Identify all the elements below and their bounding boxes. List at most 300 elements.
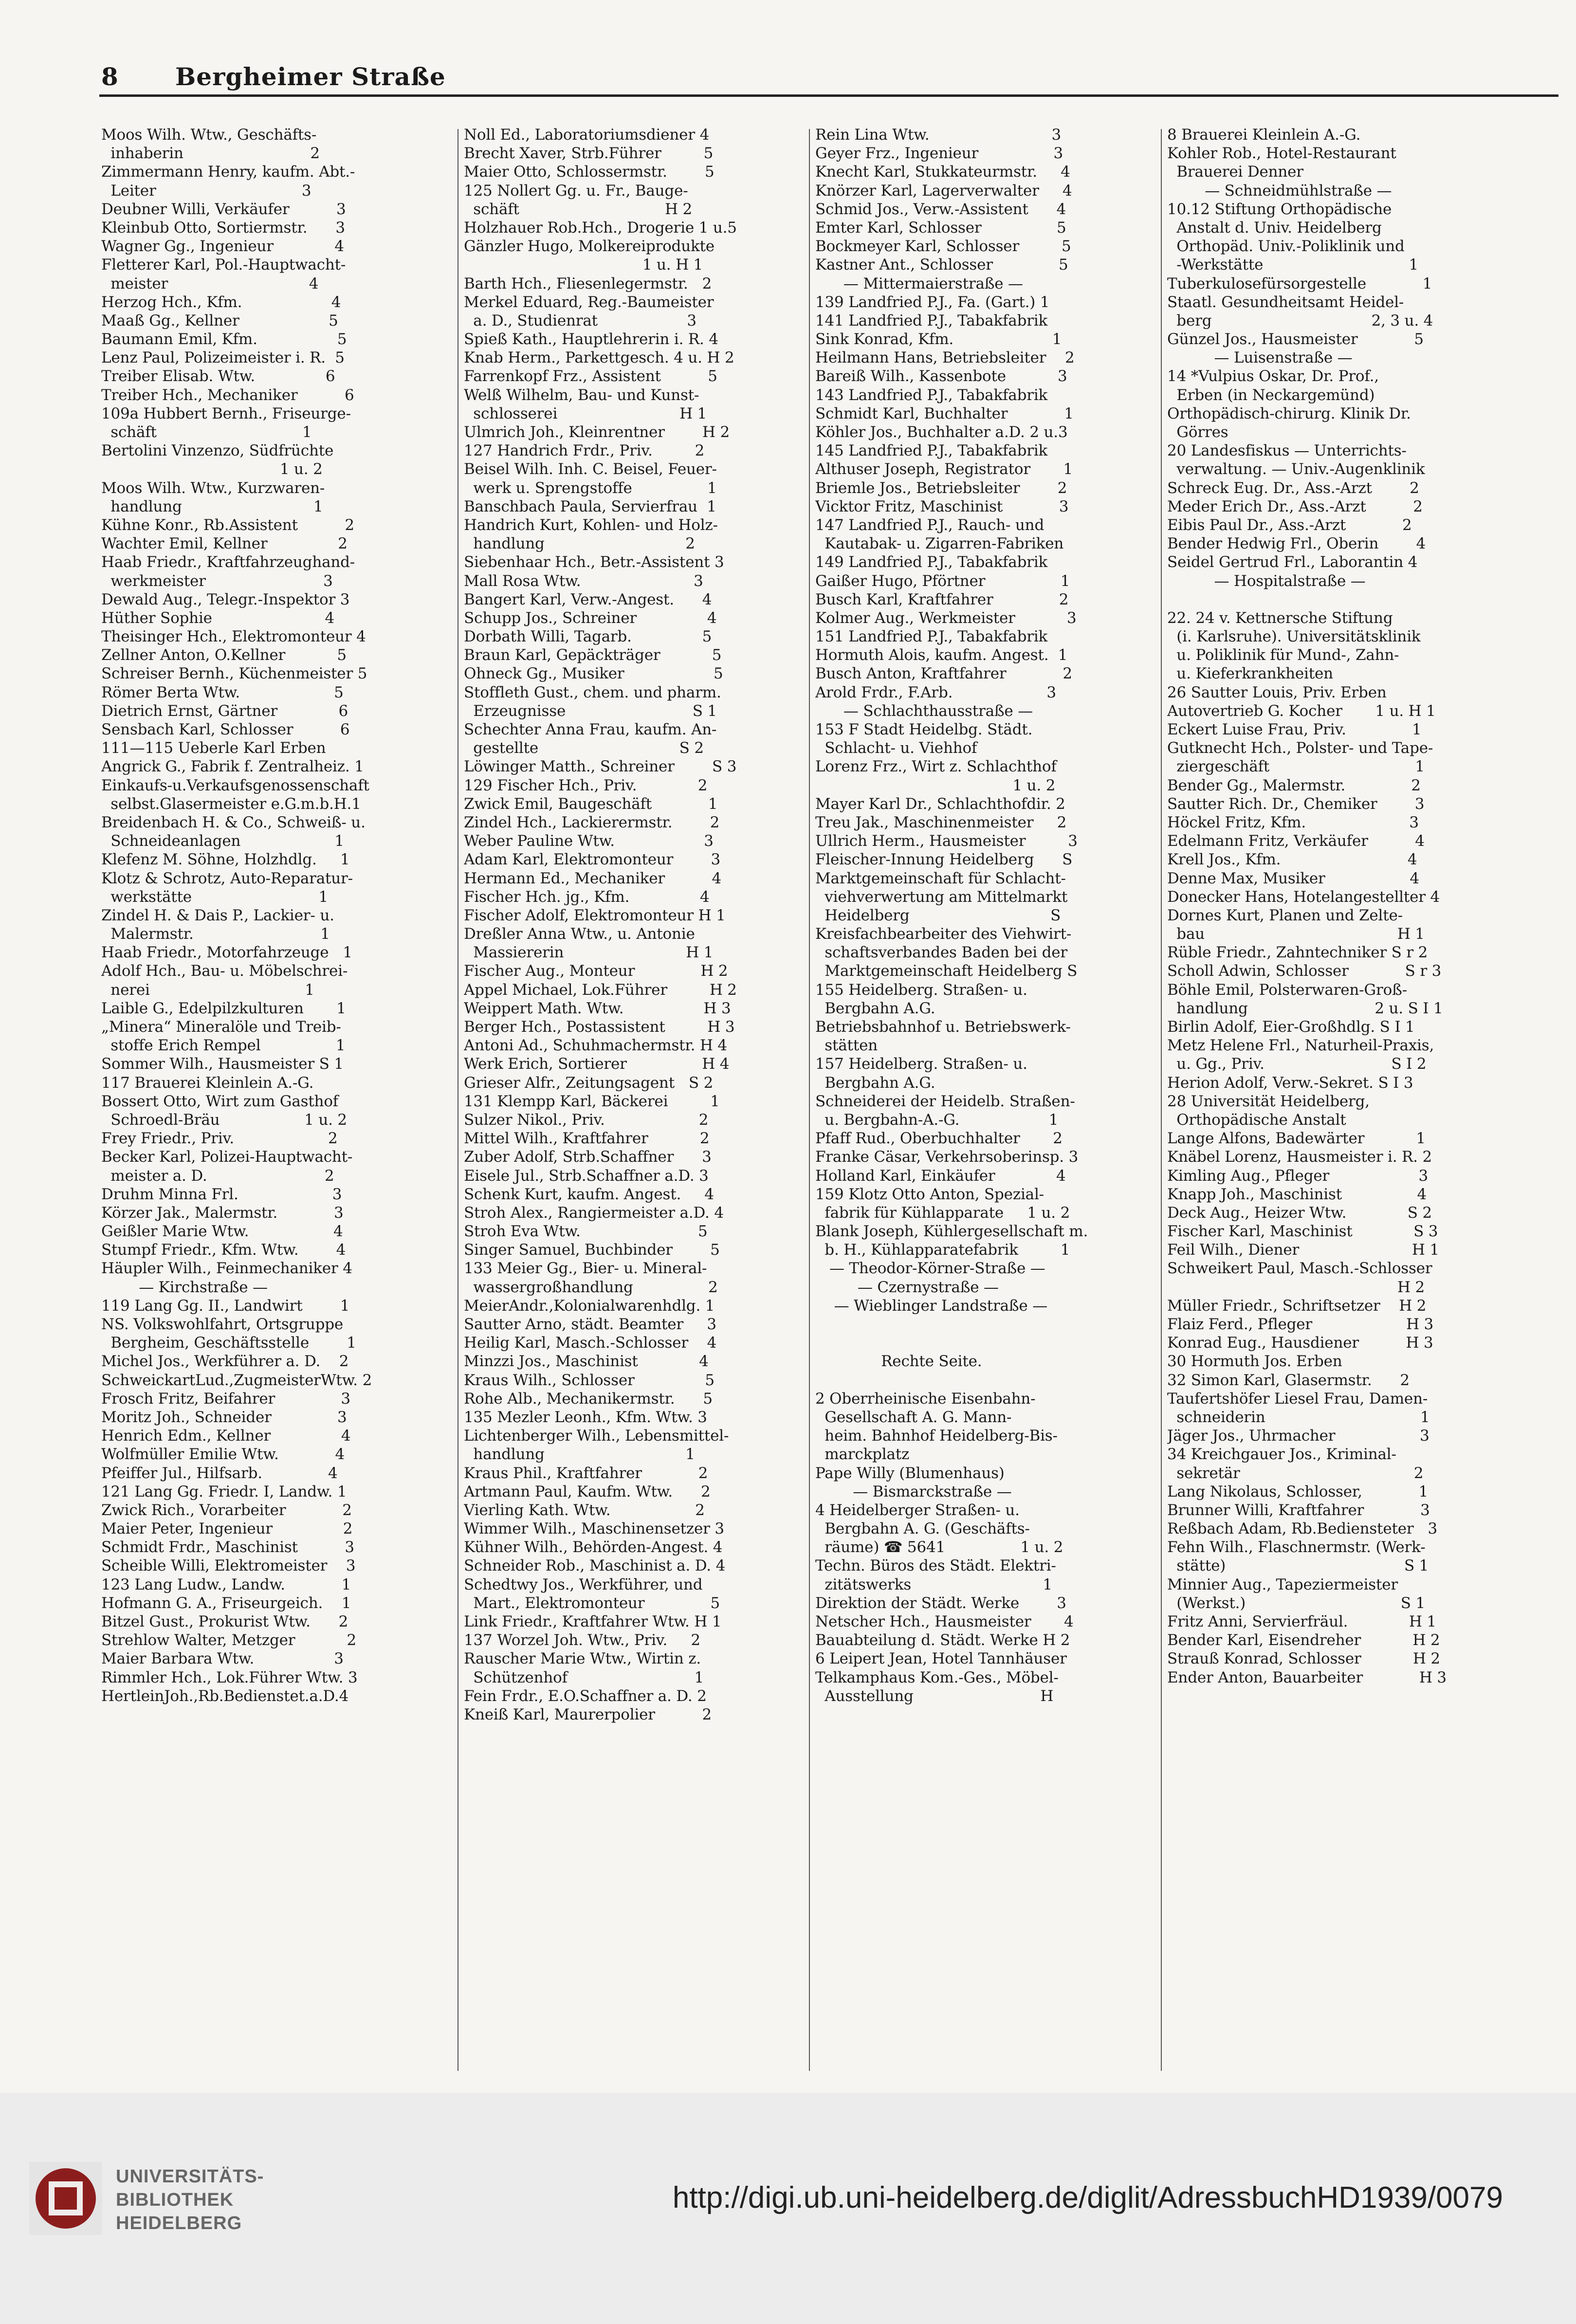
directory-entry-line: 125 Nollert Gg. u. Fr., Bauge- <box>464 182 688 200</box>
directory-entry-line: Malermstr. 1 <box>101 925 330 943</box>
directory-entry-line: 1 u. 2 <box>815 776 1056 794</box>
directory-entry-line: Konrad Eug., Hausdiener H 3 <box>1167 1334 1433 1352</box>
directory-entry-line: Bergbahn A. G. (Geschäfts- <box>815 1520 1030 1538</box>
directory-entry-line: Kraus Phil., Kraftfahrer 2 <box>464 1464 708 1482</box>
directory-entry-line: schäft H 2 <box>464 200 693 218</box>
directory-entry-line: Marktgemeinschaft Heidelberg S <box>815 962 1078 980</box>
page-number: 8 <box>101 62 118 91</box>
directory-entry-line: Sautter Rich. Dr., Chemiker 3 <box>1167 795 1425 813</box>
directory-entry-line: Hermann Ed., Mechaniker 4 <box>464 869 722 887</box>
directory-entry-line: Bender Gg., Malermstr. 2 <box>1167 776 1421 794</box>
directory-entry-line: Rauscher Marie Wtw., Wirtin z. <box>464 1650 701 1668</box>
directory-entry-line: Holland Karl, Einkäufer 4 <box>815 1167 1066 1185</box>
directory-entry-line: Gänzler Hugo, Molkereiprodukte <box>464 238 715 256</box>
directory-entry-line: Stoffleth Gust., chem. und pharm. <box>464 683 721 701</box>
directory-entry-line: Spieß Kath., Hauptlehrerin i. R. 4 <box>464 330 718 348</box>
directory-entry-line: 26 Sautter Louis, Priv. Erben <box>1167 683 1387 701</box>
directory-entry-line: Minnier Aug., Tapeziermeister <box>1167 1575 1398 1593</box>
directory-entry-line <box>815 1334 1171 1352</box>
directory-entry-line: MeierAndr.,Kolonialwarenhdlg. 1 <box>464 1297 715 1315</box>
directory-entry-line: Donecker Hans, Hotelangestellter 4 <box>1167 888 1440 906</box>
directory-entry-line: — Czernystraße — <box>815 1278 999 1296</box>
directory-entry-line: 159 Klotz Otto Anton, Spezial- <box>815 1185 1044 1203</box>
directory-entry-line: Birlin Adolf, Eier-Großhdlg. S I 1 <box>1167 1018 1415 1036</box>
directory-entry-line: „Minera“ Mineralöle und Treib- <box>101 1018 341 1036</box>
directory-entry-line: — Wieblinger Landstraße — <box>815 1297 1048 1315</box>
directory-entry-line: Wagner Gg., Ingenieur 4 <box>101 238 344 256</box>
directory-entry-line: Mittel Wilh., Kraftfahrer 2 <box>464 1130 710 1148</box>
directory-entry-line: Heidelberg S <box>815 906 1061 924</box>
directory-entry-line: Henrich Edm., Kellner 4 <box>101 1427 351 1445</box>
directory-entry-line: Minzzi Jos., Maschinist 4 <box>464 1353 709 1371</box>
directory-entry-line: Deck Aug., Heizer Wtw. S 2 <box>1167 1204 1432 1222</box>
directory-entry-line: Schmid Jos., Verw.-Assistent 4 <box>815 200 1066 218</box>
directory-entry-line: Sink Konrad, Kfm. 1 <box>815 330 1062 348</box>
directory-entry-line: Orthopädisch-chirurg. Klinik Dr. <box>1167 404 1411 422</box>
directory-entry-line: — Schlachthausstraße — <box>815 702 1033 720</box>
directory-entry-line: u. Kieferkrankheiten <box>1167 665 1333 683</box>
directory-entry-line: viehverwertung am Mittelmarkt <box>815 888 1068 906</box>
directory-entry-line: Farrenkopf Frz., Assistent 5 <box>464 367 717 385</box>
directory-entry-line: Kreisfachbearbeiter des Viehwirt- <box>815 925 1072 943</box>
directory-entry-line: 22. 24 v. Kettnersche Stiftung <box>1167 609 1393 627</box>
source-url-link[interactable]: http://digi.ub.uni-heidelberg.de/diglit/AdressbuchHD1939/0079 <box>672 2181 1503 2214</box>
directory-entry-line: 137 Worzel Joh. Wtw., Priv. 2 <box>464 1631 700 1649</box>
page-title: Bergheimer Straße <box>175 62 446 91</box>
directory-entry-line: Häupler Wilh., Feinmechaniker 4 <box>101 1260 352 1278</box>
directory-entry-line: Braun Karl, Gepäckträger 5 <box>464 646 722 664</box>
directory-entry-line: Heilmann Hans, Betriebsleiter 2 <box>815 349 1075 367</box>
directory-entry-line: Knörzer Karl, Lagerverwalter 4 <box>815 182 1072 200</box>
directory-entry-line: Rohe Alb., Mechanikermstr. 5 <box>464 1390 713 1408</box>
directory-entry-line: selbst.Glasermeister e.G.m.b.H.1 <box>101 795 361 813</box>
directory-entry-line: Schreck Eug. Dr., Ass.-Arzt 2 <box>1167 479 1419 497</box>
directory-entry-line: werkmeister 3 <box>101 572 333 590</box>
directory-entry-line: 127 Handrich Frdr., Priv. 2 <box>464 442 705 460</box>
directory-entry-line: Frey Friedr., Priv. 2 <box>101 1130 338 1148</box>
directory-entry-line: Hormuth Alois, kaufm. Angest. 1 <box>815 646 1068 664</box>
directory-entry-line: Kraus Wilh., Schlosser 5 <box>464 1371 715 1389</box>
directory-entry-line: Höckel Fritz, Kfm. 3 <box>1167 813 1419 831</box>
directory-entry-line: Fritz Anni, Servierfräul. H 1 <box>1167 1613 1436 1630</box>
directory-entry-line: 119 Lang Gg. II., Landwirt 1 <box>101 1297 350 1315</box>
directory-entry-line: Mart., Elektromonteur 5 <box>464 1594 720 1612</box>
directory-entry-line: Grieser Alfr., Zeitungsagent S 2 <box>464 1074 714 1092</box>
directory-entry-line: marckplatz <box>815 1446 910 1464</box>
directory-entry-line: Angrick G., Fabrik f. Zentralheiz. 1 <box>101 758 364 776</box>
library-footer <box>0 2093 1576 2324</box>
directory-entry-line: Fischer Hch. jg., Kfm. 4 <box>464 888 710 906</box>
directory-entry-line: Theisinger Hch., Elektromonteur 4 <box>101 628 366 646</box>
directory-entry-line: — Kirchstraße — <box>101 1278 268 1296</box>
directory-entry-line: Knapp Joh., Maschinist 4 <box>1167 1185 1427 1203</box>
directory-entry-line: Eibis Paul Dr., Ass.-Arzt 2 <box>1167 516 1412 534</box>
directory-entry-line: 133 Meier Gg., Bier- u. Mineral- <box>464 1260 707 1278</box>
directory-entry-line: Lichtenberger Wilh., Lebensmittel- <box>464 1427 729 1445</box>
directory-entry-line: Dewald Aug., Telegr.-Inspektor 3 <box>101 590 350 608</box>
directory-entry-line: Direktion der Städt. Werke 3 <box>815 1594 1066 1612</box>
directory-entry-line: Emter Karl, Schlosser 5 <box>815 219 1066 237</box>
directory-entry-line: Welß Wilhelm, Bau- und Kunst- <box>464 386 699 404</box>
directory-entry-line: Denne Max, Musiker 4 <box>1167 869 1419 887</box>
directory-entry-line: Schweikert Paul, Masch.-Schlosser <box>1167 1260 1432 1278</box>
directory-entry-line: handlung 1 <box>464 1446 695 1464</box>
directory-entry-line: stätte) S 1 <box>1167 1557 1429 1575</box>
directory-entry-line: Ausstellung H <box>815 1687 1054 1705</box>
directory-entry-line: Maaß Gg., Kellner 5 <box>101 311 338 329</box>
directory-entry-line: 1 u. 2 <box>101 460 323 478</box>
directory-entry-line: Scheible Willi, Elektromeister 3 <box>101 1557 356 1575</box>
directory-entry-line: Briemle Jos., Betriebsleiter 2 <box>815 479 1067 497</box>
directory-entry-line: 121 Lang Gg. Friedr. I, Landw. 1 <box>101 1482 347 1501</box>
directory-entry-line: Betriebsbahnhof u. Betriebswerk- <box>815 1018 1071 1036</box>
directory-entry-line: Berger Hch., Postassistent H 3 <box>464 1018 735 1036</box>
directory-entry-line: Erzeugnisse S 1 <box>464 702 717 720</box>
directory-entry-line: Dreßler Anna Wtw., u. Antonie <box>464 925 695 943</box>
directory-entry-line: Heilig Karl, Masch.-Schlosser 4 <box>464 1334 717 1352</box>
directory-entry-line: Weippert Math. Wtw. H 3 <box>464 999 731 1017</box>
directory-entry-line: verwaltung. — Univ.-Augenklinik <box>1167 460 1425 478</box>
directory-entry-line: Fein Frdr., E.O.Schaffner a. D. 2 <box>464 1687 707 1705</box>
directory-entry-line: Ulmrich Joh., Kleinrentner H 2 <box>464 423 730 441</box>
directory-entry-line: Jäger Jos., Uhrmacher 3 <box>1167 1427 1429 1445</box>
directory-entry-line: Ullrich Herm., Hausmeister 3 <box>815 832 1078 850</box>
directory-entry-line: Fleischer-Innung Heidelberg S <box>815 851 1073 869</box>
directory-entry-line: Böhle Emil, Polsterwaren-Groß- <box>1167 981 1407 999</box>
directory-entry-line: Kautabak- u. Zigarren-Fabriken <box>815 535 1064 553</box>
directory-entry-line: heim. Bahnhof Heidelberg-Bis- <box>815 1427 1058 1445</box>
directory-entry-line: Strauß Konrad, Schlosser H 2 <box>1167 1650 1440 1668</box>
directory-entry-line: 147 Landfried P.J., Rauch- und <box>815 516 1045 534</box>
directory-entry-line: Tuberkulosefürsorgestelle 1 <box>1167 274 1432 293</box>
directory-entry-line: Mayer Karl Dr., Schlachthofdir. 2 <box>815 795 1065 813</box>
directory-entry-line: Kimling Aug., Pfleger 3 <box>1167 1167 1429 1185</box>
directory-entry-line: Zwick Emil, Baugeschäft 1 <box>464 795 718 813</box>
directory-entry-line: Franke Cäsar, Verkehrsoberinsp. 3 <box>815 1148 1079 1166</box>
library-logo-icon <box>29 2162 102 2235</box>
directory-entry-line: Brecht Xaver, Strb.Führer 5 <box>464 145 714 163</box>
directory-entry-line: Löwinger Matth., Schreiner S 3 <box>464 758 737 776</box>
directory-entry-line: schlosserei H 1 <box>464 404 707 422</box>
directory-entry-line: Moos Wilh. Wtw., Kurzwaren- <box>101 479 325 497</box>
directory-entry-line: Dorbath Willi, Tagarb. 5 <box>464 628 712 646</box>
directory-entry-line: Schechter Anna Frau, kaufm. An- <box>464 721 717 738</box>
directory-entry-line: Bergbahn A.G. <box>815 1074 935 1092</box>
directory-entry-line: Lang Nikolaus, Schlosser, 1 <box>1167 1482 1429 1501</box>
directory-column-2 <box>464 126 819 1724</box>
directory-entry-line: Kühne Konr., Rb.Assistent 2 <box>101 516 354 534</box>
directory-entry-line: Meder Erich Dr., Ass.-Arzt 2 <box>1167 497 1423 515</box>
directory-entry-line: Beisel Wilh. Inh. C. Beisel, Feuer- <box>464 460 717 478</box>
logo-line: HEIDELBERG <box>116 2213 242 2233</box>
directory-entry-line: ziergeschäft 1 <box>1167 758 1425 776</box>
directory-entry-line: Stumpf Friedr., Kfm. Wtw. 4 <box>101 1241 346 1259</box>
directory-entry-line: SchweickartLud.,ZugmeisterWtw. 2 <box>101 1371 372 1389</box>
directory-entry-line: — Schneidmühlstraße — <box>1167 182 1392 200</box>
directory-entry-line: Treiber Elisab. Wtw. 6 <box>101 367 335 385</box>
directory-entry-line: 117 Brauerei Kleinlein A.-G. <box>101 1074 314 1092</box>
directory-entry-line: meister a. D. 2 <box>101 1167 334 1185</box>
directory-entry-line: Orthopäd. Univ.-Poliklinik und <box>1167 238 1405 256</box>
directory-entry-line: 109a Hubbert Bernh., Friseurge- <box>101 404 351 422</box>
directory-entry-line: Knäbel Lorenz, Hausmeister i. R. 2 <box>1167 1148 1432 1166</box>
directory-entry-line: Dietrich Ernst, Gärtner 6 <box>101 702 348 720</box>
directory-entry-line: Maier Peter, Ingenieur 2 <box>101 1520 353 1538</box>
directory-entry-line: Appel Michael, Lok.Führer H 2 <box>464 981 737 999</box>
directory-entry-line: Weber Pauline Wtw. 3 <box>464 832 714 850</box>
directory-entry-line: Scholl Adwin, Schlosser S r 3 <box>1167 962 1442 980</box>
directory-entry-line: Brunner Willi, Kraftfahrer 3 <box>1167 1501 1430 1519</box>
directory-entry-line <box>815 1371 1171 1390</box>
directory-entry-line: Taufertshöfer Liesel Frau, Damen- <box>1167 1390 1428 1408</box>
directory-entry-line: u. Poliklinik für Mund-, Zahn- <box>1167 646 1399 664</box>
directory-entry-line: schaftsverbandes Baden bei der <box>815 944 1068 962</box>
directory-entry-line: Baumann Emil, Kfm. 5 <box>101 330 347 348</box>
directory-entry-line: Gesellschaft A. G. Mann- <box>815 1408 1012 1426</box>
directory-entry-line: Zimmermann Henry, kaufm. Abt.- <box>101 163 355 181</box>
directory-entry-line: Schroedl-Bräu 1 u. 2 <box>101 1111 347 1129</box>
directory-entry-line: Althuser Joseph, Registrator 1 <box>815 460 1073 478</box>
directory-entry-line: NS. Volkswohlfahrt, Ortsgruppe <box>101 1316 344 1333</box>
directory-entry-line: Bender Hedwig Frl., Oberin 4 <box>1167 535 1426 553</box>
directory-entry-line: Zuber Adolf, Strb.Schaffner 3 <box>464 1148 712 1166</box>
directory-entry-line: Bareiß Wilh., Kassenbote 3 <box>815 367 1067 385</box>
directory-entry-line: Stroh Alex., Rangiermeister a.D. 4 <box>464 1204 724 1222</box>
directory-entry-line: inhaberin 2 <box>101 145 320 163</box>
directory-entry-line: Leiter 3 <box>101 182 312 200</box>
directory-entry-line: — Theodor-Körner-Straße — <box>815 1260 1045 1278</box>
directory-entry-line: handlung 2 <box>464 535 695 553</box>
directory-entry-line: 10.12 Stiftung Orthopädische <box>1167 200 1392 218</box>
directory-entry-line: stätten <box>815 1037 878 1055</box>
directory-entry-line: Antoni Ad., Schuhmachermstr. H 4 <box>464 1037 727 1055</box>
directory-entry-line: Merkel Eduard, Reg.-Baumeister <box>464 293 714 311</box>
directory-entry-line: — Bismarckstraße — <box>815 1482 1012 1501</box>
directory-entry-line: Zwick Rich., Vorarbeiter 2 <box>101 1501 352 1519</box>
directory-column-1 <box>101 126 457 1705</box>
library-logo-text <box>116 2165 264 2235</box>
directory-entry-line: Stroh Eva Wtw. 5 <box>464 1223 708 1241</box>
directory-entry-line: Zindel H. & Dais P., Lackier- u. <box>101 906 334 924</box>
directory-entry-line: bau H 1 <box>1167 925 1425 943</box>
logo-line: UNIVERSITÄTS- <box>116 2166 264 2187</box>
directory-entry-line: 141 Landfried P.J., Tabakfabrik <box>815 311 1048 329</box>
directory-entry-line: Haab Friedr., Motorfahrzeuge 1 <box>101 944 352 962</box>
directory-entry-line: Mall Rosa Wtw. 3 <box>464 572 703 590</box>
directory-entry-line: Rechte Seite. <box>815 1353 982 1371</box>
directory-entry-line: Massiererin H 1 <box>464 944 714 962</box>
directory-entry-line: handlung 2 u. S I 1 <box>1167 999 1443 1017</box>
directory-entry-line: Zellner Anton, O.Kellner 5 <box>101 646 347 664</box>
directory-entry-line: 30 Hormuth Jos. Erben <box>1167 1353 1342 1371</box>
directory-entry-line: Blank Joseph, Kühlergesellschaft m. <box>815 1223 1088 1241</box>
directory-entry-line: Fehn Wilh., Flaschnermstr. (Werk- <box>1167 1538 1426 1556</box>
directory-entry-line: Klefenz M. Söhne, Holzhdlg. 1 <box>101 851 350 869</box>
directory-entry-line: Köhler Jos., Buchhalter a.D. 2 u.3 <box>815 423 1068 441</box>
directory-entry-line <box>1167 590 1558 609</box>
directory-entry-line: Haab Friedr., Kraftfahrzeughand- <box>101 553 355 571</box>
directory-entry-line: Marktgemeinschaft für Schlacht- <box>815 869 1066 887</box>
directory-entry-line: Bossert Otto, Wirt zum Gasthof <box>101 1092 339 1110</box>
directory-entry-line: Römer Berta Wtw. 5 <box>101 683 344 701</box>
directory-entry-line: Pfaff Rud., Oberbuchhalter 2 <box>815 1130 1063 1148</box>
directory-entry-line: Adolf Hch., Bau- u. Möbelschrei- <box>101 962 348 980</box>
directory-entry-line: Becker Karl, Polizei-Hauptwacht- <box>101 1148 353 1166</box>
directory-entry-line: Strehlow Walter, Metzger 2 <box>101 1631 357 1649</box>
directory-entry-line: 6 Leipert Jean, Hotel Tannhäuser <box>815 1650 1067 1668</box>
directory-entry-line: Brauerei Denner <box>1167 163 1303 181</box>
directory-entry-line: Knab Herm., Parkettgesch. 4 u. H 2 <box>464 349 734 367</box>
directory-entry-line: Körzer Jak., Malermstr. 3 <box>101 1204 344 1222</box>
directory-entry-line: 151 Landfried P.J., Tabakfabrik <box>815 628 1048 646</box>
directory-entry-line: Kleinbub Otto, Sortiermstr. 3 <box>101 219 345 237</box>
directory-entry-line: gestellte S 2 <box>464 739 704 757</box>
directory-entry-line: Kastner Ant., Schlosser 5 <box>815 256 1068 274</box>
directory-entry-line: Anstalt d. Univ. Heidelberg <box>1167 219 1382 237</box>
directory-entry-line: Barth Hch., Fliesenlegermstr. 2 <box>464 274 712 293</box>
directory-entry-line: Dornes Kurt, Planen und Zelte- <box>1167 906 1403 924</box>
directory-entry-line: Bertolini Vinzenzo, Südfrüchte <box>101 442 334 460</box>
directory-entry-line: Geyer Frz., Ingenieur 3 <box>815 145 1063 163</box>
directory-entry-line: Holzhauer Rob.Hch., Drogerie 1 u.5 <box>464 219 737 237</box>
directory-entry-line: Banschbach Paula, Servierfrau 1 <box>464 497 716 515</box>
directory-entry-line: 111—115 Ueberle Karl Erben <box>101 739 326 757</box>
directory-entry-line: 131 Klempp Karl, Bäckerei 1 <box>464 1092 720 1110</box>
directory-entry-line: wassergroßhandlung 2 <box>464 1278 718 1296</box>
directory-entry-line: 2 Oberrheinische Eisenbahn- <box>815 1390 1036 1408</box>
directory-entry-line: werk u. Sprengstoffe 1 <box>464 479 717 497</box>
directory-entry-line: 135 Mezler Leonh., Kfm. Wtw. 3 <box>464 1408 707 1426</box>
directory-entry-line: 1 u. H 1 <box>464 256 703 274</box>
directory-entry-line: 20 Landesfiskus — Unterrichts- <box>1167 442 1407 460</box>
directory-entry-line: 153 F Stadt Heidelbg. Städt. <box>815 721 1033 738</box>
logo-line: BIBLIOTHEK <box>116 2190 234 2210</box>
directory-entry-line: b. H., Kühlapparatefabrik 1 <box>815 1241 1070 1259</box>
directory-entry-line: a. D., Studienrat 3 <box>464 311 696 329</box>
directory-entry-line: Wolfmüller Emilie Wtw. 4 <box>101 1446 345 1464</box>
directory-entry-line: Maier Otto, Schlossermstr. 5 <box>464 163 715 181</box>
directory-entry-line: Klotz & Schrotz, Auto-Reparatur- <box>101 869 353 887</box>
directory-entry-line: berg 2, 3 u. 4 <box>1167 311 1433 329</box>
directory-entry-line: Bangert Karl, Verw.-Angest. 4 <box>464 590 712 608</box>
directory-entry-line: H 2 <box>1167 1278 1425 1296</box>
directory-entry-line: Flaiz Ferd., Pfleger H 3 <box>1167 1316 1434 1333</box>
directory-entry-line: werkstätte 1 <box>101 888 329 906</box>
directory-entry-line: Lange Alfons, Badewärter 1 <box>1167 1130 1426 1148</box>
directory-entry-line: Schedtwy Jos., Werkführer, und <box>464 1575 703 1593</box>
directory-entry-line: Rein Lina Wtw. 3 <box>815 126 1061 144</box>
directory-entry-line: 123 Lang Ludw., Landw. 1 <box>101 1575 351 1593</box>
directory-entry-line: Pfeiffer Jul., Hilfsarb. 4 <box>101 1464 338 1482</box>
directory-entry-line: Wachter Emil, Kellner 2 <box>101 535 348 553</box>
directory-entry-line: Techn. Büros des Städt. Elektri- <box>815 1557 1056 1575</box>
directory-entry-line: Zindel Hch., Lackierermstr. 2 <box>464 813 720 831</box>
directory-entry-line: Reßbach Adam, Rb.Bediensteter 3 <box>1167 1520 1437 1538</box>
directory-entry-line: Michel Jos., Werkführer a. D. 2 <box>101 1353 349 1371</box>
directory-entry-line: Müller Friedr., Schriftsetzer H 2 <box>1167 1297 1427 1315</box>
directory-entry-line: Görres <box>1167 423 1228 441</box>
directory-entry-line: — Hospitalstraße — <box>1167 572 1366 590</box>
directory-entry-line: 14 *Vulpius Oskar, Dr. Prof., <box>1167 367 1379 385</box>
directory-entry-line: Siebenhaar Hch., Betr.-Assistent 3 <box>464 553 724 571</box>
directory-entry-line: Seidel Gertrud Frl., Laborantin 4 <box>1167 553 1418 571</box>
directory-column-3 <box>815 126 1171 1705</box>
directory-entry-line: 157 Heidelberg. Straßen- u. <box>815 1055 1027 1073</box>
directory-entry-line: 8 Brauerei Kleinlein A.-G. <box>1167 126 1361 144</box>
directory-entry-line: Bergbahn A.G. <box>815 999 935 1017</box>
directory-entry-line: Moos Wilh. Wtw., Geschäfts- <box>101 126 317 144</box>
directory-entry-line: schneiderin 1 <box>1167 1408 1430 1426</box>
directory-entry-line: Artmann Paul, Kaufm. Wtw. 2 <box>464 1482 711 1501</box>
directory-entry-line: u. Gg., Priv. S I 2 <box>1167 1055 1427 1073</box>
directory-entry-line: Eckert Luise Frau, Priv. 1 <box>1167 721 1422 738</box>
directory-entry-line: Knecht Karl, Stukkateurmstr. 4 <box>815 163 1070 181</box>
directory-entry-line: Sulzer Nikol., Priv. 2 <box>464 1111 709 1129</box>
directory-entry-line: Maier Barbara Wtw. 3 <box>101 1650 344 1668</box>
directory-entry-line: meister 4 <box>101 274 319 293</box>
directory-entry-line: Telkamphaus Kom.-Ges., Möbel- <box>815 1668 1059 1686</box>
directory-entry-line: handlung 1 <box>101 497 323 515</box>
directory-entry-line: Schenk Kurt, kaufm. Angest. 4 <box>464 1185 714 1203</box>
directory-entry-line: stoffe Erich Rempel 1 <box>101 1037 346 1055</box>
directory-entry-line: (i. Karlsruhe). Universitätsklinik <box>1167 628 1421 646</box>
directory-entry-line: Einkaufs-u.Verkaufsgenossenschaft <box>101 776 369 794</box>
directory-entry-line: nerei 1 <box>101 981 314 999</box>
directory-entry-line: Rimmler Hch., Lok.Führer Wtw. 3 <box>101 1668 358 1686</box>
directory-entry-line: Pape Willy (Blumenhaus) <box>815 1464 1005 1482</box>
directory-entry-line: Metz Helene Frl., Naturheil-Praxis, <box>1167 1037 1434 1055</box>
directory-entry-line: Busch Anton, Kraftfahrer 2 <box>815 665 1072 683</box>
directory-entry-line: 149 Landfried P.J., Tabakfabrik <box>815 553 1048 571</box>
directory-entry-line: 4 Heidelberger Straßen- u. <box>815 1501 1020 1519</box>
directory-entry-line: Werk Erich, Sortierer H 4 <box>464 1055 730 1073</box>
directory-entry-line: Wimmer Wilh., Maschinensetzer 3 <box>464 1520 724 1538</box>
directory-entry-line: Herion Adolf, Verw.-Sekret. S I 3 <box>1167 1074 1413 1092</box>
directory-entry-line: Sensbach Karl, Schlosser 6 <box>101 721 350 738</box>
directory-entry-line: Fischer Adolf, Elektromonteur H 1 <box>464 906 726 924</box>
directory-entry-line: Schneiderei der Heidelb. Straßen- <box>815 1092 1075 1110</box>
directory-entry-line: Orthopädische Anstalt <box>1167 1111 1346 1129</box>
directory-entry-line: Bockmeyer Karl, Schlosser 5 <box>815 238 1071 256</box>
directory-entry-line: Ohneck Gg., Musiker 5 <box>464 665 723 683</box>
directory-entry-line: Bauabteilung d. Städt. Werke H 2 <box>815 1631 1070 1649</box>
directory-entry-line: Kolmer Aug., Werkmeister 3 <box>815 609 1077 627</box>
directory-entry-line: (Werkst.) S 1 <box>1167 1594 1425 1612</box>
directory-entry-line: Kohler Rob., Hotel-Restaurant <box>1167 145 1396 163</box>
directory-entry-line: 143 Landfried P.J., Tabakfabrik <box>815 386 1048 404</box>
directory-entry-line: — Mittermaierstraße — <box>815 274 1023 293</box>
header-rule <box>99 94 1558 97</box>
directory-entry-line: Fischer Karl, Maschinist S 3 <box>1167 1223 1438 1241</box>
directory-column-4 <box>1167 126 1558 1687</box>
directory-entry-line: Kneiß Karl, Maurerpolier 2 <box>464 1705 712 1723</box>
directory-entry-line: 139 Landfried P.J., Fa. (Gart.) 1 <box>815 293 1050 311</box>
directory-entry-line: Kühner Wilh., Behörden-Angest. 4 <box>464 1538 723 1556</box>
directory-entry-line: Fletterer Karl, Pol.-Hauptwacht- <box>101 256 346 274</box>
directory-entry-line: Ender Anton, Bauarbeiter H 3 <box>1167 1668 1447 1686</box>
directory-entry-line: Krell Jos., Kfm. 4 <box>1167 851 1417 869</box>
directory-entry-line: Gutknecht Hch., Polster- und Tape- <box>1167 739 1433 757</box>
directory-entry-line: Vicktor Fritz, Maschinist 3 <box>815 497 1069 515</box>
directory-entry-line: Bitzel Gust., Prokurist Wtw. 2 <box>101 1613 348 1630</box>
directory-entry-line: u. Bergbahn-A.-G. 1 <box>815 1111 1059 1129</box>
directory-entry-line: fabrik für Kühlapparate 1 u. 2 <box>815 1204 1070 1222</box>
directory-entry-line: Link Friedr., Kraftfahrer Wtw. H 1 <box>464 1613 722 1630</box>
directory-entry-line: — Luisenstraße — <box>1167 349 1353 367</box>
directory-entry-line: Busch Karl, Kraftfahrer 2 <box>815 590 1069 608</box>
directory-entry-line: Fischer Aug., Monteur H 2 <box>464 962 728 980</box>
directory-entry-line: Netscher Hch., Hausmeister 4 <box>815 1613 1074 1630</box>
